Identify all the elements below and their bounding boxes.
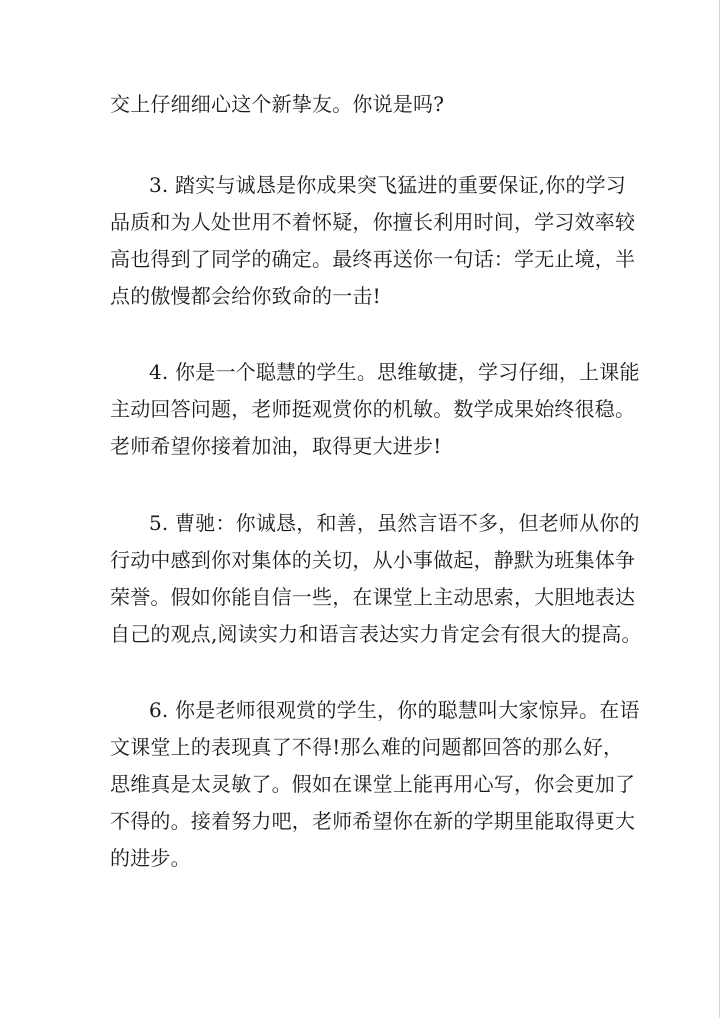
text-line: 4. 你是一个聪慧的学生。思维敏捷，学习仔细，上课能: [149, 360, 640, 384]
text-line: 的进步。: [110, 846, 191, 870]
text-line: 高也得到了同学的确定。最终再送你一句话：学无止境，半: [110, 247, 636, 271]
text-line: 点的傲慢都会给你致命的一击!: [110, 284, 381, 308]
text-line: 交上仔细细心这个新挚友。你说是吗?: [110, 92, 445, 116]
text-line: 3. 踏实与诚恳是你成果突飞猛进的重要保证,你的学习: [149, 173, 626, 197]
text-line: 主动回答问题，老师挺观赏你的机敏。数学成果始终很稳。: [110, 397, 636, 421]
text-line: 思维真是太灵敏了。假如在课堂上能再用心写，你会更加了: [110, 772, 636, 796]
text-line: 5. 曹驰：你诚恳，和善，虽然言语不多，但老师从你的: [149, 511, 640, 535]
text-line: 不得的。接着努力吧，老师希望你在新的学期里能取得更大: [110, 809, 636, 833]
text-line: 行动中感到你对集体的关切，从小事做起，静默为班集体争: [110, 548, 636, 572]
text-line: 自己的观点,阅读实力和语言表达实力肯定会有很大的提高。: [110, 622, 642, 646]
text-line: 老师希望你接着加油，取得更大进步!: [110, 434, 442, 458]
text-line: 6. 你是老师很观赏的学生，你的聪慧叫大家惊异。在语: [149, 698, 640, 722]
text-line: 品质和为人处世用不着怀疑，你擅长利用时间，学习效率较: [110, 210, 636, 234]
text-line: 荣誉。假如你能自信一些，在课堂上主动思索，大胆地表达: [110, 585, 636, 609]
text-line: 文课堂上的表现真了不得!那么难的问题都回答的那么好，: [110, 735, 624, 759]
